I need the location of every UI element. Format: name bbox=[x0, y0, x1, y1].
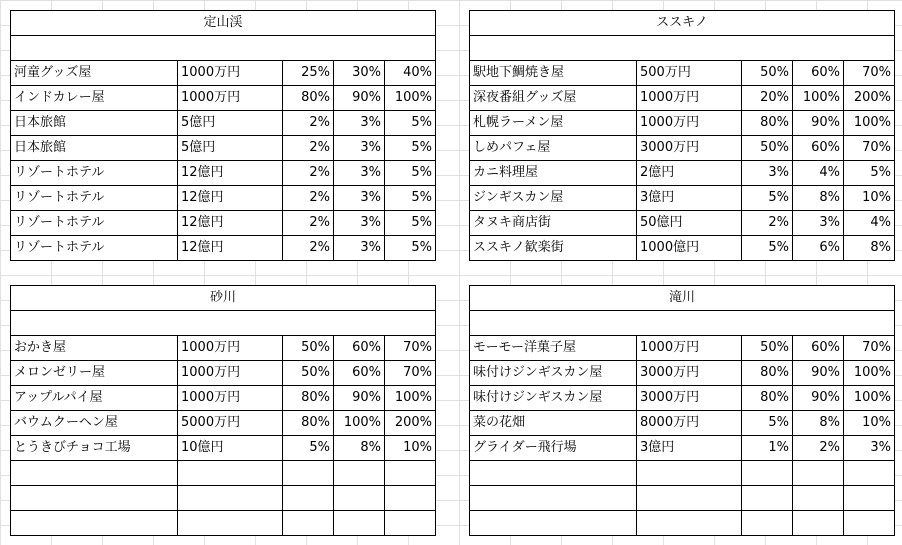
rate-mid-cell[interactable]: 100% bbox=[334, 411, 385, 436]
table-row bbox=[11, 511, 436, 536]
rate-low-cell[interactable]: 5% bbox=[742, 411, 793, 436]
investment-cell[interactable] bbox=[178, 461, 283, 486]
investment-cell[interactable]: 1000万円 bbox=[178, 86, 283, 111]
shop-name-cell[interactable]: インドカレー屋 bbox=[11, 86, 178, 111]
investment-cell[interactable]: 1000万円 bbox=[178, 386, 283, 411]
investment-cell[interactable]: 3000万円 bbox=[637, 136, 742, 161]
shop-name-cell[interactable]: リゾートホテル bbox=[11, 236, 178, 261]
rate-high-cell[interactable]: 100% bbox=[385, 86, 436, 111]
rate-high-cell[interactable]: 70% bbox=[844, 61, 895, 86]
investment-cell[interactable]: 1000万円 bbox=[178, 361, 283, 386]
investment-cell[interactable]: 5億円 bbox=[178, 136, 283, 161]
shop-name-cell[interactable]: モーモー洋菓子屋 bbox=[470, 336, 637, 361]
rate-high-cell[interactable] bbox=[844, 511, 895, 536]
rate-low-cell[interactable]: 3% bbox=[742, 161, 793, 186]
investment-cell[interactable]: 2億円 bbox=[637, 161, 742, 186]
investment-cell[interactable]: 5000万円 bbox=[178, 411, 283, 436]
block-susukino bbox=[469, 10, 895, 261]
rate-mid-cell[interactable]: 8% bbox=[793, 186, 844, 211]
rate-high-cell[interactable]: 5% bbox=[385, 211, 436, 236]
rate-low-cell[interactable]: 50% bbox=[742, 61, 793, 86]
block-takikawa bbox=[469, 285, 895, 536]
shop-name-cell[interactable]: 札幌ラーメン屋 bbox=[470, 111, 637, 136]
rate-mid-cell[interactable]: 3% bbox=[334, 111, 385, 136]
rate-high-cell[interactable] bbox=[844, 461, 895, 486]
investment-cell[interactable]: 10億円 bbox=[178, 436, 283, 461]
rate-low-cell[interactable]: 50% bbox=[283, 336, 334, 361]
rate-mid-cell[interactable]: 3% bbox=[793, 211, 844, 236]
table-row bbox=[11, 236, 436, 261]
shop-name-cell[interactable]: ススキノ歓楽街 bbox=[470, 236, 637, 261]
shop-name-cell[interactable] bbox=[11, 461, 178, 486]
rate-high-cell[interactable]: 5% bbox=[385, 186, 436, 211]
shop-name-cell[interactable]: メロンゼリー屋 bbox=[11, 361, 178, 386]
empty-header-cell[interactable] bbox=[11, 311, 436, 336]
rate-mid-cell[interactable]: 100% bbox=[793, 86, 844, 111]
investment-cell[interactable]: 1000万円 bbox=[178, 336, 283, 361]
table-row bbox=[470, 486, 895, 511]
rate-mid-cell[interactable]: 2% bbox=[793, 436, 844, 461]
investment-cell[interactable]: 12億円 bbox=[178, 236, 283, 261]
rate-mid-cell[interactable]: 90% bbox=[793, 386, 844, 411]
shop-name-cell[interactable]: ジンギスカン屋 bbox=[470, 186, 637, 211]
shop-name-cell[interactable]: アップルパイ屋 bbox=[11, 386, 178, 411]
investment-cell[interactable]: 3000万円 bbox=[637, 361, 742, 386]
rate-mid-cell[interactable]: 3% bbox=[334, 186, 385, 211]
rate-mid-cell[interactable]: 8% bbox=[793, 411, 844, 436]
rate-high-cell[interactable]: 10% bbox=[844, 411, 895, 436]
rate-high-cell[interactable]: 100% bbox=[844, 111, 895, 136]
rate-mid-cell[interactable] bbox=[334, 511, 385, 536]
table-row bbox=[470, 461, 895, 486]
rate-mid-cell[interactable]: 3% bbox=[334, 236, 385, 261]
rate-high-cell[interactable]: 200% bbox=[385, 411, 436, 436]
shop-name-cell[interactable] bbox=[470, 486, 637, 511]
empty-header-cell[interactable] bbox=[470, 311, 895, 336]
table-row bbox=[11, 111, 436, 136]
table-row bbox=[470, 361, 895, 386]
table-row bbox=[11, 61, 436, 86]
block-title[interactable]: ススキノ bbox=[470, 11, 895, 36]
block-title[interactable]: 定山渓 bbox=[11, 11, 436, 36]
rate-mid-cell[interactable] bbox=[793, 511, 844, 536]
shop-name-cell[interactable]: リゾートホテル bbox=[11, 186, 178, 211]
rate-high-cell[interactable]: 5% bbox=[385, 111, 436, 136]
investment-cell[interactable]: 500万円 bbox=[637, 61, 742, 86]
block-jozankei bbox=[10, 10, 436, 261]
table-row bbox=[470, 386, 895, 411]
rate-high-cell[interactable]: 5% bbox=[385, 236, 436, 261]
rate-mid-cell[interactable]: 6% bbox=[793, 236, 844, 261]
table-row bbox=[11, 411, 436, 436]
shop-name-cell[interactable]: リゾートホテル bbox=[11, 211, 178, 236]
table-row bbox=[470, 411, 895, 436]
rate-low-cell[interactable]: 2% bbox=[283, 111, 334, 136]
rate-low-cell[interactable]: 80% bbox=[283, 86, 334, 111]
investment-cell[interactable]: 3億円 bbox=[637, 436, 742, 461]
shop-name-cell[interactable] bbox=[11, 511, 178, 536]
table-row bbox=[470, 236, 895, 261]
rate-mid-cell[interactable] bbox=[793, 461, 844, 486]
table-row bbox=[11, 211, 436, 236]
rate-high-cell[interactable]: 100% bbox=[385, 386, 436, 411]
rate-low-cell[interactable]: 80% bbox=[742, 361, 793, 386]
rate-mid-cell[interactable]: 60% bbox=[793, 61, 844, 86]
investment-cell[interactable] bbox=[637, 461, 742, 486]
rate-low-cell[interactable]: 2% bbox=[283, 136, 334, 161]
table-row bbox=[470, 136, 895, 161]
rate-low-cell[interactable]: 2% bbox=[283, 236, 334, 261]
table-row bbox=[11, 336, 436, 361]
rate-high-cell[interactable]: 5% bbox=[385, 161, 436, 186]
table-row bbox=[11, 186, 436, 211]
investment-cell[interactable]: 1000万円 bbox=[637, 336, 742, 361]
table-row bbox=[470, 436, 895, 461]
shop-name-cell[interactable]: リゾートホテル bbox=[11, 161, 178, 186]
investment-cell[interactable] bbox=[637, 486, 742, 511]
rate-low-cell[interactable]: 1% bbox=[742, 436, 793, 461]
shop-name-cell[interactable]: バウムクーヘン屋 bbox=[11, 411, 178, 436]
shop-name-cell[interactable]: 日本旅館 bbox=[11, 111, 178, 136]
rate-high-cell[interactable]: 100% bbox=[844, 386, 895, 411]
shop-name-cell[interactable]: 日本旅館 bbox=[11, 136, 178, 161]
rate-high-cell[interactable]: 200% bbox=[844, 86, 895, 111]
table-row bbox=[470, 336, 895, 361]
rate-mid-cell[interactable]: 90% bbox=[334, 386, 385, 411]
rate-low-cell[interactable]: 2% bbox=[742, 211, 793, 236]
rate-low-cell[interactable]: 80% bbox=[283, 411, 334, 436]
rate-high-cell[interactable]: 3% bbox=[844, 436, 895, 461]
rate-high-cell[interactable]: 5% bbox=[385, 136, 436, 161]
shop-name-cell[interactable]: 河童グッズ屋 bbox=[11, 61, 178, 86]
investment-cell[interactable] bbox=[637, 511, 742, 536]
table-row bbox=[470, 511, 895, 536]
shop-name-cell[interactable]: 深夜番組グッズ屋 bbox=[470, 86, 637, 111]
rate-high-cell[interactable]: 70% bbox=[844, 336, 895, 361]
rate-mid-cell[interactable]: 60% bbox=[793, 336, 844, 361]
rate-high-cell[interactable]: 10% bbox=[844, 186, 895, 211]
rate-high-cell[interactable] bbox=[385, 486, 436, 511]
empty-header-cell[interactable] bbox=[470, 36, 895, 61]
table-row bbox=[470, 161, 895, 186]
rate-low-cell[interactable]: 50% bbox=[742, 336, 793, 361]
shop-name-cell[interactable]: タヌキ商店街 bbox=[470, 211, 637, 236]
rate-mid-cell[interactable]: 60% bbox=[334, 336, 385, 361]
table-row bbox=[11, 161, 436, 186]
rate-mid-cell[interactable]: 4% bbox=[793, 161, 844, 186]
shop-name-cell[interactable]: 駅地下鯛焼き屋 bbox=[470, 61, 637, 86]
investment-cell[interactable]: 8000万円 bbox=[637, 411, 742, 436]
table-row bbox=[470, 211, 895, 236]
rate-mid-cell[interactable]: 60% bbox=[793, 136, 844, 161]
shop-name-cell[interactable]: 味付けジンギスカン屋 bbox=[470, 386, 637, 411]
rate-mid-cell[interactable]: 90% bbox=[334, 86, 385, 111]
investment-cell[interactable] bbox=[178, 486, 283, 511]
rate-low-cell[interactable]: 2% bbox=[283, 211, 334, 236]
rate-low-cell[interactable]: 80% bbox=[742, 386, 793, 411]
rate-mid-cell[interactable]: 3% bbox=[334, 161, 385, 186]
table-row bbox=[470, 186, 895, 211]
rate-low-cell[interactable]: 20% bbox=[742, 86, 793, 111]
rate-low-cell[interactable] bbox=[283, 461, 334, 486]
investment-cell[interactable]: 50億円 bbox=[637, 211, 742, 236]
rate-low-cell[interactable]: 50% bbox=[283, 361, 334, 386]
investment-cell[interactable]: 3000万円 bbox=[637, 386, 742, 411]
shop-name-cell[interactable] bbox=[11, 486, 178, 511]
shop-name-cell[interactable]: 味付けジンギスカン屋 bbox=[470, 361, 637, 386]
table-row bbox=[470, 111, 895, 136]
shop-name-cell[interactable]: しめパフェ屋 bbox=[470, 136, 637, 161]
rate-high-cell[interactable]: 40% bbox=[385, 61, 436, 86]
shop-name-cell[interactable]: 菜の花畑 bbox=[470, 411, 637, 436]
investment-cell[interactable]: 1000万円 bbox=[637, 111, 742, 136]
investment-cell[interactable]: 12億円 bbox=[178, 161, 283, 186]
investment-cell[interactable]: 5億円 bbox=[178, 111, 283, 136]
rate-mid-cell[interactable]: 60% bbox=[334, 361, 385, 386]
rate-low-cell[interactable]: 2% bbox=[283, 186, 334, 211]
rate-mid-cell[interactable]: 8% bbox=[334, 436, 385, 461]
rate-low-cell[interactable]: 5% bbox=[742, 236, 793, 261]
investment-cell[interactable]: 3億円 bbox=[637, 186, 742, 211]
rate-low-cell[interactable] bbox=[742, 511, 793, 536]
rate-high-cell[interactable]: 5% bbox=[844, 161, 895, 186]
shop-name-cell[interactable]: とうきびチョコ工場 bbox=[11, 436, 178, 461]
empty-header-cell[interactable] bbox=[11, 36, 436, 61]
rate-high-cell[interactable]: 8% bbox=[844, 236, 895, 261]
rate-high-cell[interactable] bbox=[385, 461, 436, 486]
table-row bbox=[11, 136, 436, 161]
block-title[interactable]: 滝川 bbox=[470, 286, 895, 311]
rate-low-cell[interactable]: 5% bbox=[742, 186, 793, 211]
investment-cell[interactable]: 12億円 bbox=[178, 186, 283, 211]
rate-high-cell[interactable] bbox=[385, 511, 436, 536]
block-sunagawa bbox=[10, 285, 436, 536]
rate-low-cell[interactable] bbox=[742, 486, 793, 511]
shop-name-cell[interactable]: カニ料理屋 bbox=[470, 161, 637, 186]
rate-mid-cell[interactable] bbox=[334, 461, 385, 486]
shop-name-cell[interactable]: グライダー飛行場 bbox=[470, 436, 637, 461]
rate-high-cell[interactable]: 70% bbox=[844, 136, 895, 161]
table-row bbox=[11, 461, 436, 486]
rate-high-cell[interactable]: 70% bbox=[385, 336, 436, 361]
table-row bbox=[470, 61, 895, 86]
rate-high-cell[interactable]: 10% bbox=[385, 436, 436, 461]
rate-low-cell[interactable]: 50% bbox=[742, 136, 793, 161]
rate-low-cell[interactable] bbox=[742, 461, 793, 486]
table-row bbox=[11, 361, 436, 386]
table-row bbox=[470, 86, 895, 111]
rate-mid-cell[interactable]: 30% bbox=[334, 61, 385, 86]
rate-low-cell[interactable] bbox=[283, 486, 334, 511]
table-row bbox=[11, 436, 436, 461]
rate-low-cell[interactable]: 25% bbox=[283, 61, 334, 86]
rate-mid-cell[interactable] bbox=[334, 486, 385, 511]
rate-low-cell[interactable] bbox=[283, 511, 334, 536]
rate-high-cell[interactable]: 4% bbox=[844, 211, 895, 236]
table-row bbox=[11, 386, 436, 411]
block-title[interactable]: 砂川 bbox=[11, 286, 436, 311]
rate-low-cell[interactable]: 2% bbox=[283, 161, 334, 186]
investment-cell[interactable]: 1000万円 bbox=[178, 61, 283, 86]
table-row bbox=[11, 486, 436, 511]
rate-mid-cell[interactable]: 90% bbox=[793, 361, 844, 386]
investment-cell[interactable]: 1000万円 bbox=[637, 86, 742, 111]
rate-mid-cell[interactable] bbox=[793, 486, 844, 511]
shop-name-cell[interactable] bbox=[470, 511, 637, 536]
investment-cell[interactable]: 1000億円 bbox=[637, 236, 742, 261]
shop-name-cell[interactable] bbox=[470, 461, 637, 486]
rate-mid-cell[interactable]: 3% bbox=[334, 136, 385, 161]
rate-low-cell[interactable]: 80% bbox=[742, 111, 793, 136]
shop-name-cell[interactable]: おかき屋 bbox=[11, 336, 178, 361]
rate-low-cell[interactable]: 80% bbox=[283, 386, 334, 411]
investment-cell[interactable] bbox=[178, 511, 283, 536]
rate-low-cell[interactable]: 5% bbox=[283, 436, 334, 461]
rate-mid-cell[interactable]: 3% bbox=[334, 211, 385, 236]
rate-high-cell[interactable] bbox=[844, 486, 895, 511]
rate-high-cell[interactable]: 70% bbox=[385, 361, 436, 386]
rate-mid-cell[interactable]: 90% bbox=[793, 111, 844, 136]
rate-high-cell[interactable]: 100% bbox=[844, 361, 895, 386]
table-row bbox=[11, 86, 436, 111]
investment-cell[interactable]: 12億円 bbox=[178, 211, 283, 236]
